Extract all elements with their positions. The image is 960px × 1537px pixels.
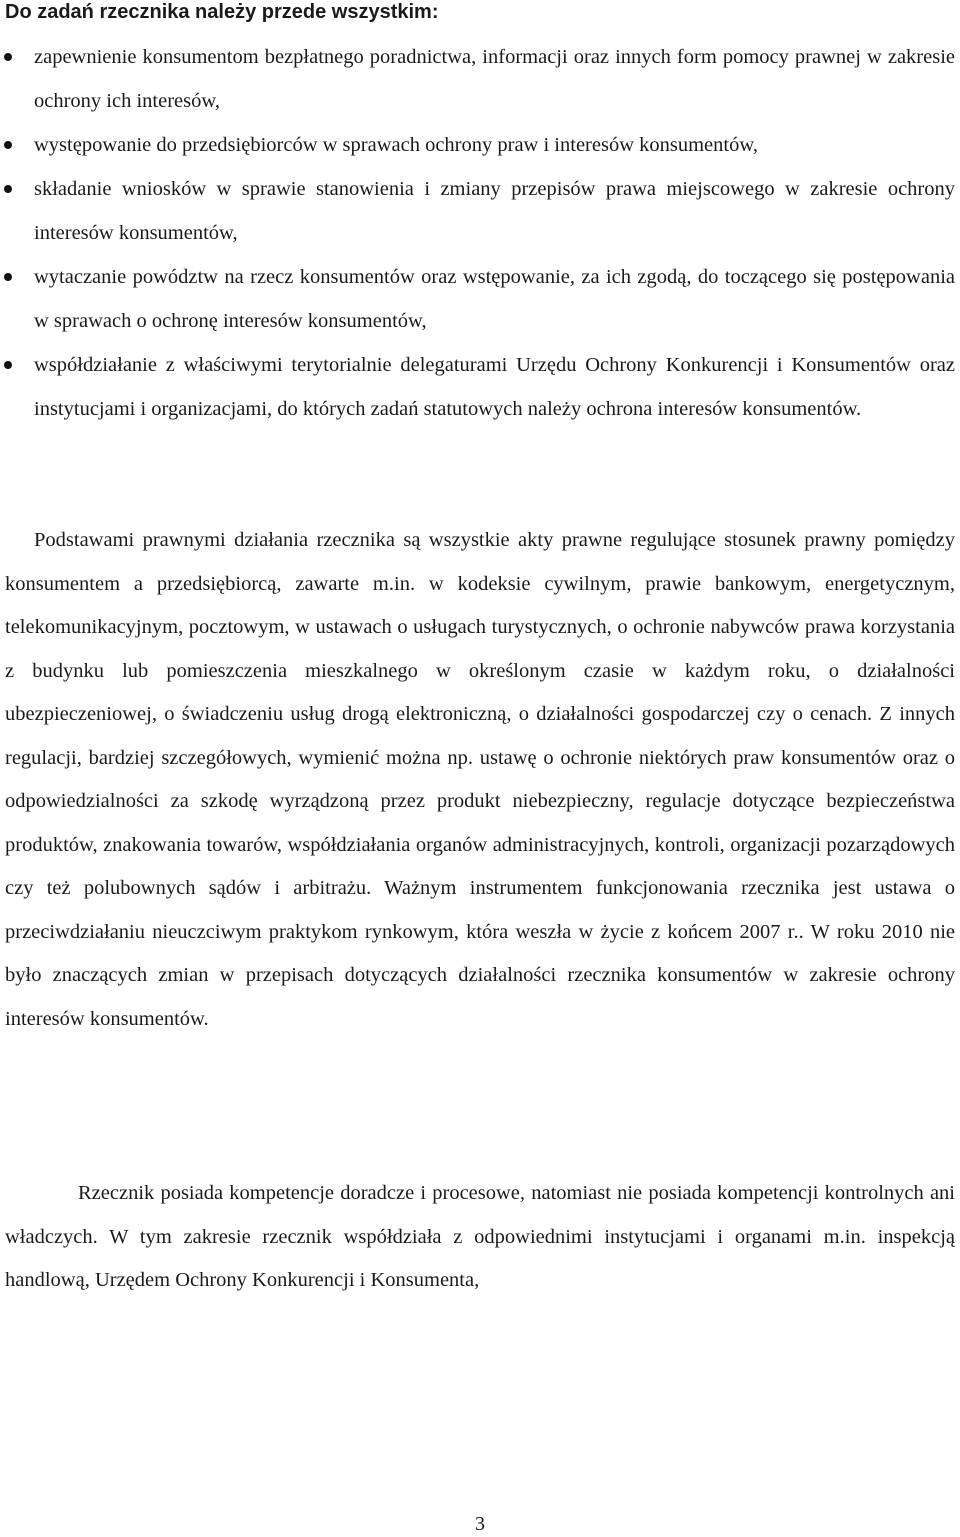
list-item (0, 343, 960, 431)
list-item-text: występowanie do przedsiębiorców w sprawach ochrony praw i interesów konsumentów, (34, 134, 758, 156)
bullet-icon (4, 361, 12, 369)
list-item (0, 167, 960, 255)
bullet-icon (4, 53, 12, 61)
section-heading: Do zadań rzecznika należy przede wszystkim: (5, 1, 439, 23)
bullet-icon (4, 185, 12, 193)
list-item (0, 35, 960, 123)
paragraph-legal-basis: Podstawami prawnymi działania rzecznika są wszystkie akty prawne regulujące stosunek prawny pomiędzy konsumentem a przedsiębiorcą, zawarte m.in. w kodeksie cywilnym, prawie bankowym, energetycznym, telekomunikacyjnym, pocztowym, w ustawach o usługach turystycznych, o ochronie nabywców prawa korzystania z budynku lub pomieszczenia mieszkalnego w określonym czasie w każdym roku, o działalności ubezpieczeniowej, o świadczeniu usług drogą elektroniczną, o działalności gospodarczej czy o cenach. Z innych regulacji, bardziej szczegółowych, wymienić można np. ustawę o ochronie niektórych praw konsumentów oraz o odpowiedzialności za szkodę wyrządzoną przez produkt niebezpieczny, regulacje dotyczące bezpieczeństwa produktów, znakowania towarów, współdziałania organów administracyjnych, kontroli, organizacji pozarządowych czy też polubownych sądów i arbitrażu. Ważnym instrumentem funkcjonowania rzecznika jest ustawa o przeciwdziałaniu nieuczciwym praktykom rynkowym, która weszła w życie z końcem 2007 r.. W roku 2010 nie było znaczących zmian w przepisach dotyczących działalności rzecznika konsumentów w zakresie ochrony interesów konsumentów. (5, 529, 955, 1030)
paragraph-competences: Rzecznik posiada kompetencje doradcze i procesowe, natomiast nie posiada kompetencji kontrolnych ani władczych. W tym zakresie rzecznik współdziała z odpowiednimi instytucjami i organami m.in. inspekcją handlową, Urzędem Ochrony Konkurencji i Konsumenta, (5, 1182, 955, 1291)
list-item-text: zapewnienie konsumentom bezpłatnego poradnictwa, informacji oraz innych form pomocy prawnej w zakresie ochrony ich interesów, (34, 46, 955, 112)
bullet-icon (4, 273, 12, 281)
list-item (0, 123, 960, 167)
duties-list (0, 35, 960, 431)
list-item-text: współdziałanie z właściwymi terytorialnie delegaturami Urzędu Ochrony Konkurencji i Konsumentów oraz instytucjami i organizacjami, do których zadań statutowych należy ochrona interesów konsumentów. (34, 354, 955, 420)
list-item (0, 255, 960, 343)
list-item-text: wytaczanie powództw na rzecz konsumentów oraz wstępowanie, za ich zgodą, do toczącego się postępowania w sprawach o ochronę interesów konsumentów, (34, 266, 955, 332)
bullet-icon (4, 141, 12, 149)
page-number: 3 (475, 1513, 485, 1535)
list-item-text: składanie wniosków w sprawie stanowienia i zmiany przepisów prawa miejscowego w zakresie ochrony interesów konsumentów, (34, 178, 955, 244)
